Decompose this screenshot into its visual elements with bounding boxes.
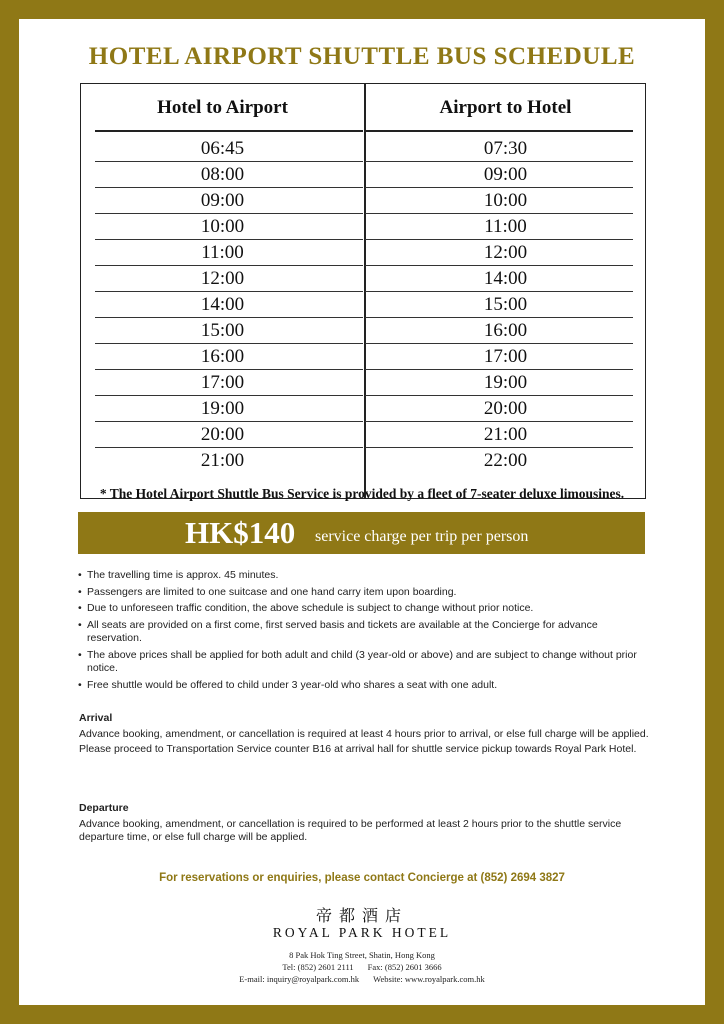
departure-time: [81, 292, 364, 318]
term-text: All seats are provided on a first come, first served basis and tickets are available at the Concierge for advance reservation.: [87, 618, 598, 644]
departure-time: [81, 344, 364, 370]
term-text: The above prices shall be applied for both adult and child (3 year-old or above) and are subject to change without prior notice.: [87, 648, 637, 674]
time-value: 08:00: [200, 164, 245, 185]
departure-time: [81, 162, 364, 188]
departure-time: [81, 448, 364, 474]
time-value: 07:30: [483, 138, 528, 159]
hotel-address: 8 Pak Hok Ting Street, Shatin, Hong Kong: [289, 950, 435, 960]
fleet-footnote: * The Hotel Airport Shuttle Bus Service is provided by a fleet of 7-seater deluxe limousines.: [99, 486, 625, 501]
departure-time: [81, 396, 364, 422]
bullet-icon: •: [78, 618, 82, 631]
departure-time: [364, 318, 647, 344]
time-value: 17:00: [200, 372, 245, 393]
price-description: service charge per trip per person: [315, 528, 529, 545]
time-value: 10:00: [200, 216, 245, 237]
time-value: 16:00: [200, 346, 245, 367]
list-item: [78, 649, 648, 676]
list-item: [78, 586, 648, 600]
hotel-email: E-mail: inquiry@royalpark.com.hk: [239, 974, 360, 984]
departure-time: [364, 136, 647, 162]
term-text: Passengers are limited to one suitcase and one hand carry item upon boarding.: [87, 585, 457, 598]
time-value: 11:00: [201, 242, 244, 263]
departure-time: [364, 370, 647, 396]
hotel-tel: Tel: (852) 2601 2111: [282, 962, 354, 972]
page-title: HOTEL AIRPORT SHUTTLE BUS SCHEDULE: [88, 43, 636, 70]
list-item: [78, 619, 648, 646]
departure-time: [81, 422, 364, 448]
time-value: 17:00: [483, 346, 528, 367]
time-value: 09:00: [483, 164, 528, 185]
list-item: [78, 569, 648, 583]
hotel-to-airport-header: Hotel to Airport: [157, 97, 288, 118]
time-value: 21:00: [200, 450, 245, 471]
contact-line: For reservations or enquiries, please contact Concierge at (852) 2694 3827: [159, 872, 565, 884]
hotel-to-airport-times: [81, 136, 364, 474]
departure-time: [81, 240, 364, 266]
time-value: 06:45: [200, 138, 245, 159]
departure-time: [364, 214, 647, 240]
departure-time: [364, 448, 647, 474]
hotel-to-airport-column: [81, 84, 364, 498]
airport-to-hotel-times: [364, 136, 647, 474]
airport-to-hotel-header: Airport to Hotel: [439, 97, 572, 118]
time-value: 09:00: [200, 190, 245, 211]
departure-section: [79, 802, 649, 847]
time-value: 12:00: [200, 268, 245, 289]
hotel-phone-fax: [19, 962, 705, 972]
time-value: 15:00: [200, 320, 245, 341]
departure-time: [81, 318, 364, 344]
departure-heading: Departure: [79, 802, 129, 814]
terms-list: [78, 569, 648, 695]
departure-time: [81, 370, 364, 396]
time-value: 11:00: [484, 216, 527, 237]
time-value: 19:00: [200, 398, 245, 419]
time-value: 10:00: [483, 190, 528, 211]
hotel-website: Website: www.royalpark.com.hk: [373, 974, 485, 984]
bullet-icon: •: [78, 585, 82, 598]
header-rule: [95, 130, 363, 132]
time-value: 16:00: [483, 320, 528, 341]
airport-to-hotel-column: [364, 84, 647, 498]
bullet-icon: •: [78, 648, 82, 661]
departure-time: [81, 214, 364, 240]
arrival-paragraph: Advance booking, amendment, or cancellation is required at least 4 hours prior to arrival, or else full charge will be applied.: [79, 727, 649, 740]
list-item: [78, 602, 648, 616]
time-value: 14:00: [200, 294, 245, 315]
departure-time: [364, 162, 647, 188]
departure-time: [364, 344, 647, 370]
departure-time: [364, 396, 647, 422]
time-value: 20:00: [483, 398, 528, 419]
list-item: [78, 679, 648, 693]
time-value: 12:00: [483, 242, 528, 263]
departure-time: [364, 422, 647, 448]
hotel-name-chinese: 帝都酒店: [315, 906, 408, 925]
hotel-email-web: [19, 974, 705, 984]
time-value: 22:00: [483, 450, 528, 471]
departure-time: [364, 266, 647, 292]
time-value: 21:00: [483, 424, 528, 445]
bullet-icon: •: [78, 569, 82, 581]
time-value: 14:00: [483, 268, 528, 289]
departure-paragraph: Advance booking, amendment, or cancellation is required to be performed at least 2 hours prior to the shuttle service departure time, or else full charge will be applied.: [79, 817, 622, 843]
departure-time: [81, 188, 364, 214]
arrival-heading: Arrival: [79, 712, 113, 724]
schedule-table: [80, 83, 646, 499]
departure-time: [81, 266, 364, 292]
arrival-paragraph: Please proceed to Transportation Service counter B16 at arrival hall for shuttle service pickup towards Royal Park Hotel.: [79, 743, 637, 755]
term-text: Free shuttle would be offered to child under 3 year-old who shares a seat with one adult.: [87, 678, 498, 691]
price-banner: [78, 512, 645, 554]
hotel-name-english: ROYAL PARK HOTEL: [272, 925, 452, 940]
departure-time: [81, 136, 364, 162]
time-value: 15:00: [483, 294, 528, 315]
departure-time: [364, 292, 647, 318]
time-value: 20:00: [200, 424, 245, 445]
hotel-fax: Fax: (852) 2601 3666: [367, 962, 442, 972]
header-rule: [365, 130, 633, 132]
price-amount: HK$140: [185, 515, 296, 550]
term-text: Due to unforeseen traffic condition, the above schedule is subject to change without prior notice.: [87, 602, 534, 614]
departure-time: [364, 240, 647, 266]
arrival-section: [79, 712, 649, 759]
time-value: 19:00: [483, 372, 528, 393]
schedule-page: [19, 19, 705, 1005]
term-text: The travelling time is approx. 45 minutes.: [87, 569, 279, 581]
departure-time: [364, 188, 647, 214]
bullet-icon: •: [78, 602, 82, 614]
bullet-icon: •: [78, 678, 82, 691]
